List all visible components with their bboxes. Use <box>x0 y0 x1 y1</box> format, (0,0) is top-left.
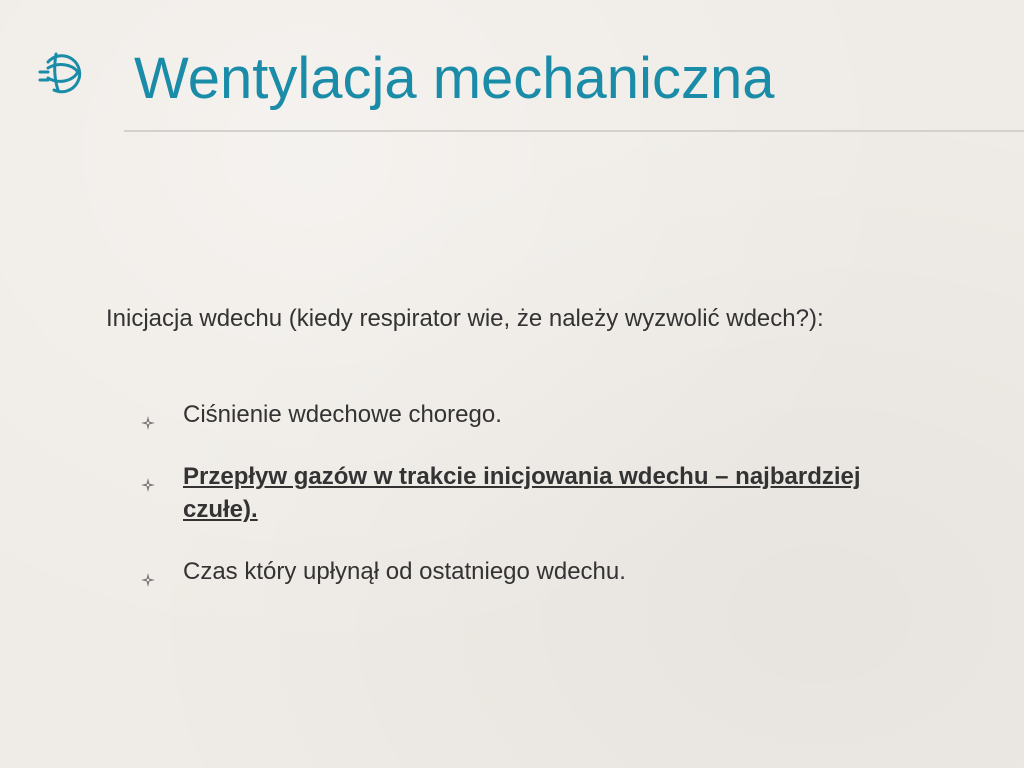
bullet-text-emphasized: Przepływ gazów w trakcie inicjowania wdechu – najbardziej czułe). <box>183 463 861 523</box>
leaf-circle-icon <box>34 42 92 100</box>
bullet-text: Ciśnienie wdechowe chorego. <box>183 401 502 428</box>
four-point-star-icon <box>140 407 156 423</box>
four-point-star-icon <box>140 564 156 580</box>
title-divider <box>124 130 1024 132</box>
bullet-text: Czas który upłynął od ostatniego wdechu. <box>183 558 626 585</box>
intro-text: Inicjacja wdechu (kiedy respirator wie, że należy wyzwolić wdech?): <box>106 305 824 332</box>
slide-title: Wentylacja mechaniczna <box>134 46 775 111</box>
four-point-star-icon <box>140 469 156 485</box>
